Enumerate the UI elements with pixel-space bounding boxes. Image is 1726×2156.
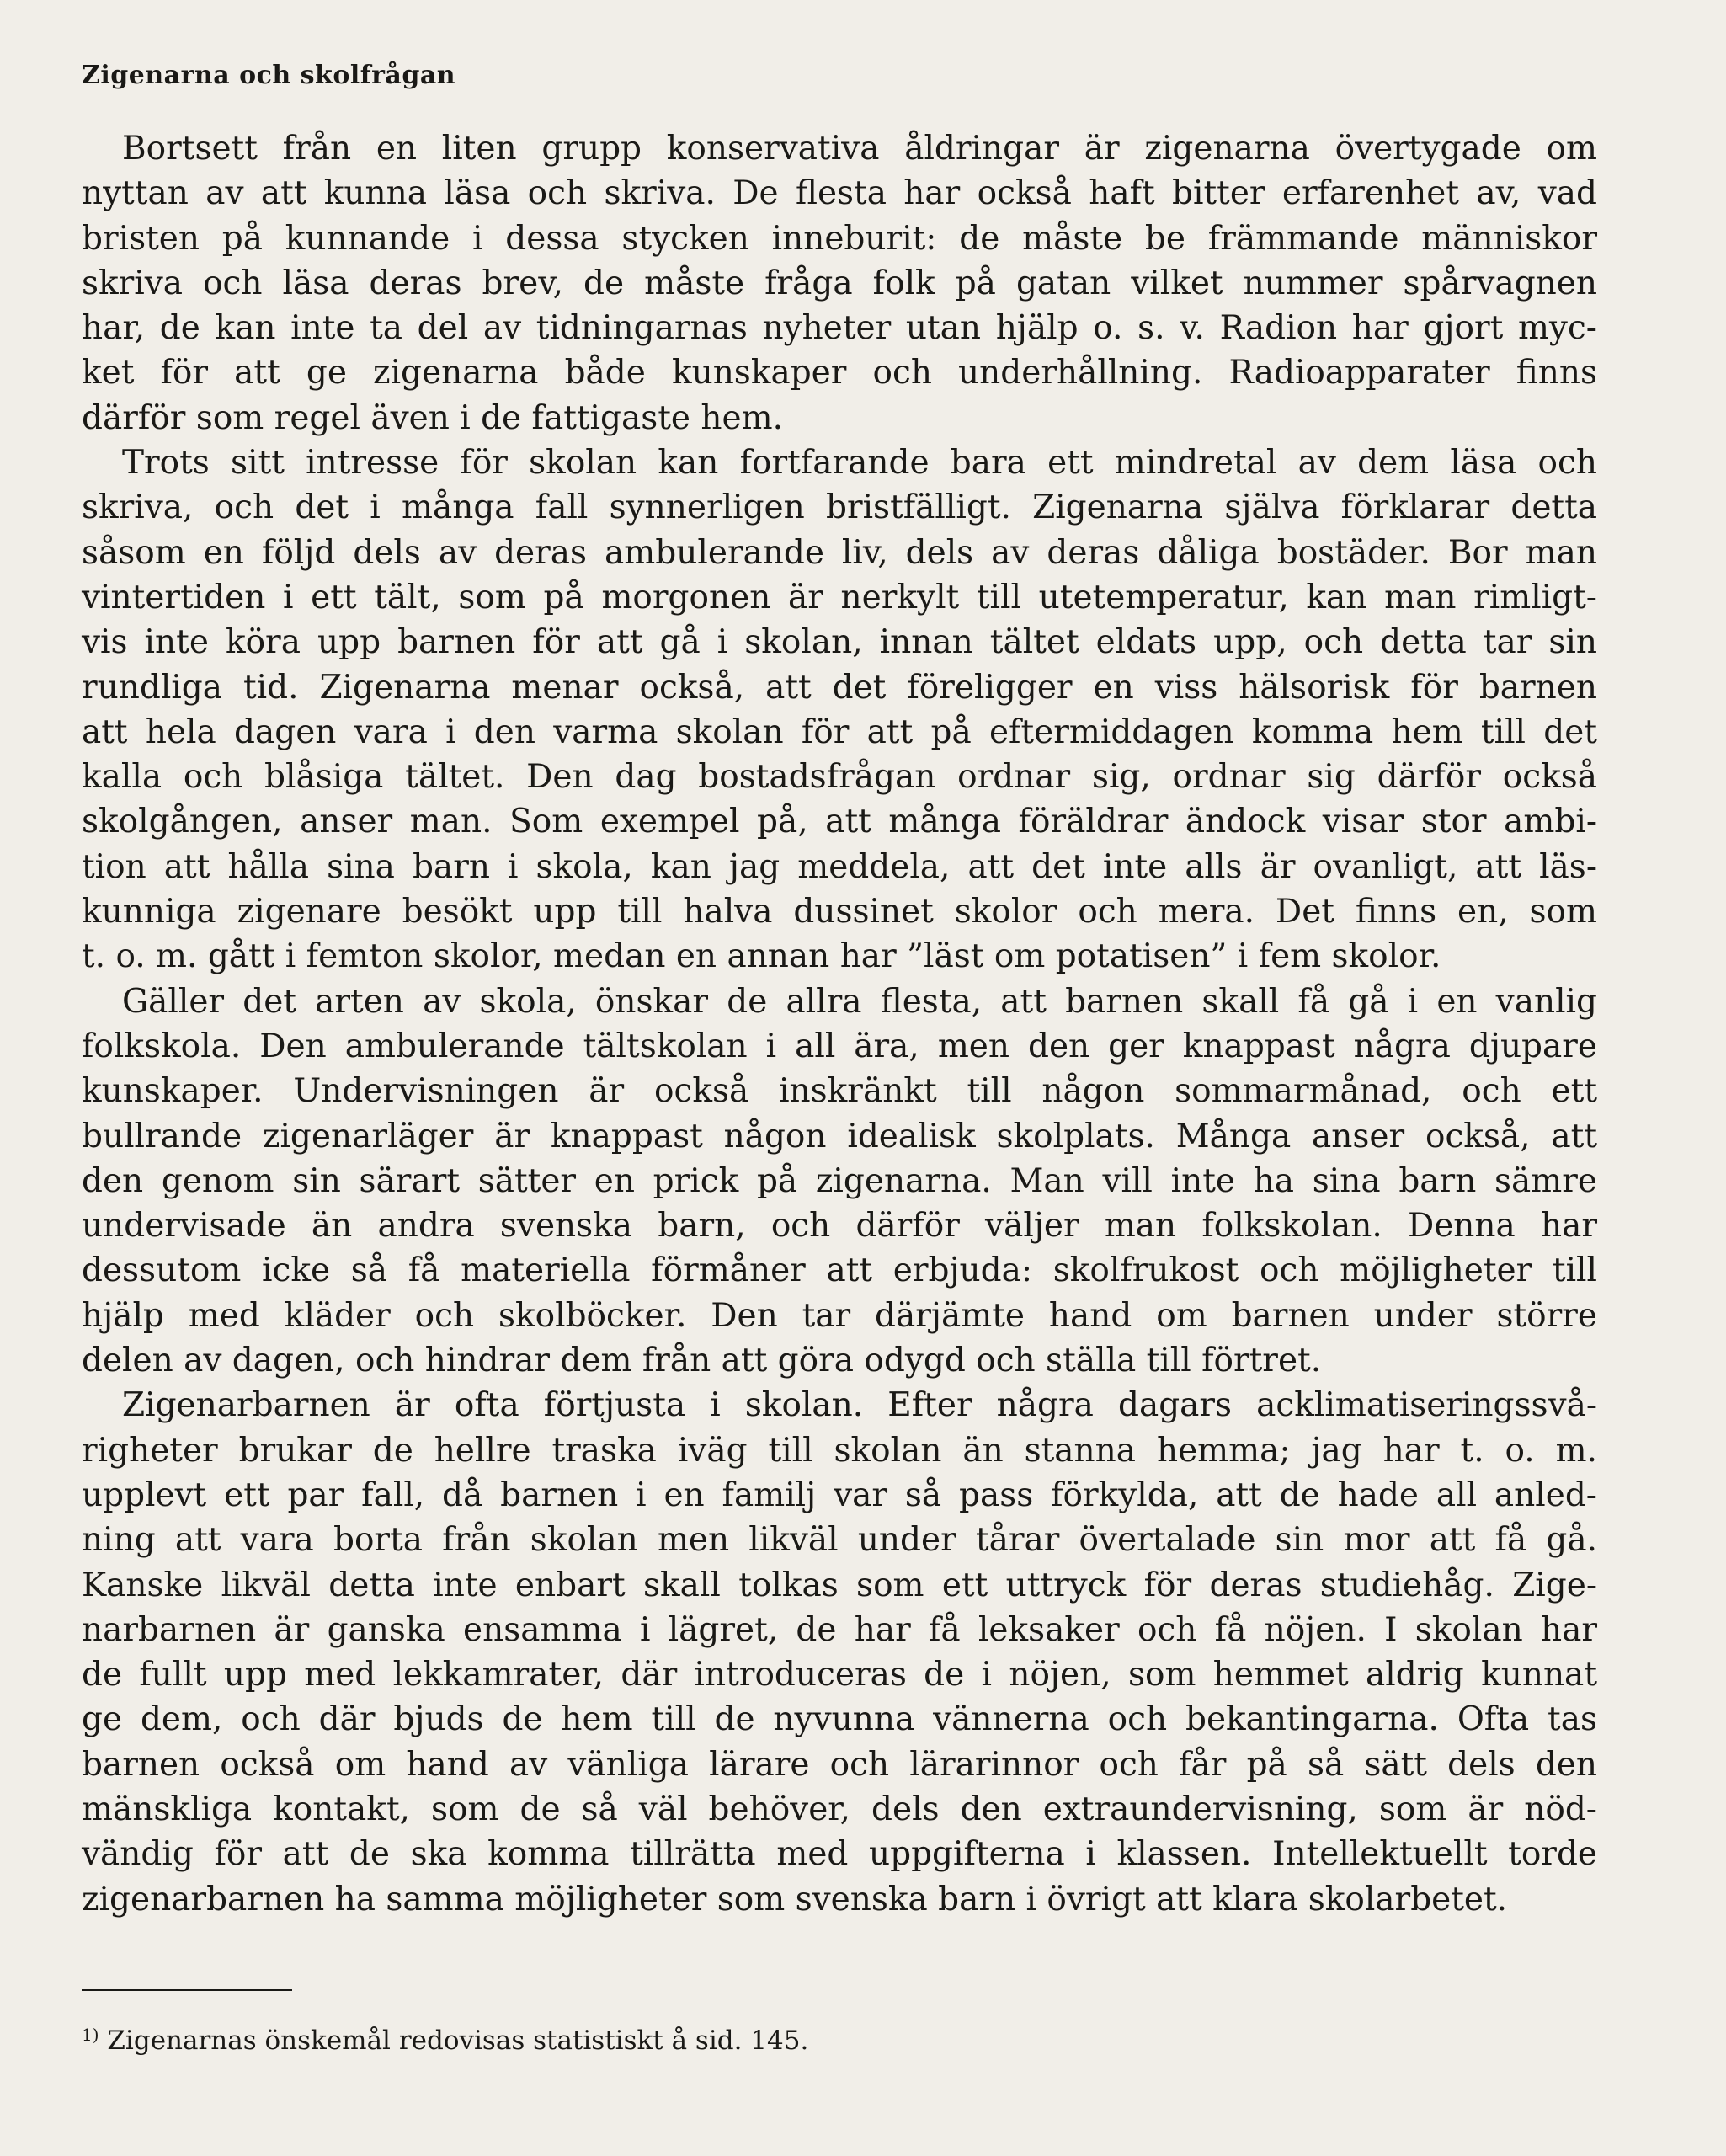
text-line: bullrande zigenarläger är knappast någon idealisk skolplats. Många anser också, att [82,1117,1597,1155]
text-line: den genom sin särart sätter en prick på zigenarna. Man vill inte ha sina barn sämre [82,1161,1597,1200]
body-text [82,126,1597,1922]
text-line: kalla och blåsiga tältet. Den dag bostadsfrågan ordnar sig, ordnar sig därför också [82,758,1597,797]
text-line: ket för att ge zigenarna både kunskaper och underhållning. Radioapparater finns [82,354,1597,392]
text-line: vändig för att de ska komma tillrätta med uppgifterna i klassen. Intellektuellt torde [82,1835,1597,1874]
text-line: narbarnen är ganska ensamma i lägret, de har få leksaker och få nöjen. I skolan har [82,1610,1597,1649]
text-line: barnen också om hand av vänliga lärare och lärarinnor och får på så sätt dels den [82,1745,1597,1784]
text-line: dessutom icke så få materiella förmåner att erbjuda: skolfrukost och möjligheter till [82,1251,1597,1290]
text-line: Kanske likväl detta inte enbart skall tolkas som ett uttryck för deras studiehåg. Zige- [82,1566,1597,1604]
text-line: hjälp med kläder och skolböcker. Den tar därjämte hand om barnen under större [82,1296,1597,1335]
text-line: Zigenarbarnen är ofta förtjusta i skolan. Efter några dagars acklimatiseringssvå- [122,1386,1597,1425]
text-line: kunskaper. Undervisningen är också inskränkt till någon sommarmånad, och ett [82,1072,1597,1111]
text-line: vintertiden i ett tält, som på morgonen är nerkylt till utetemperatur, kan man rimligt- [82,578,1597,616]
text-line: de fullt upp med lekkamrater, där introduceras de i nöjen, som hemmet aldrig kunnat [82,1656,1597,1694]
text-line: kunniga zigenare besökt upp till halva dussinet skolor och mera. Det finns en, som [82,893,1597,931]
text-line: Gäller det arten av skola, önskar de allra flesta, att barnen skall få gå i en vanlig [122,982,1597,1021]
text-line: Bortsett från en liten grupp konservativa åldringar är zigenarna övertygade om [122,130,1597,168]
text-line: skolgången, anser man. Som exempel på, att många föräldrar ändock visar stor ambi- [82,803,1597,841]
footnote-marker: 1) [82,2025,99,2045]
section-heading: Zigenarna och skolfrågan [82,61,456,90]
text-line: ning att vara borta från skolan men likväl under tårar övertalade sin mor att få gå. [82,1521,1597,1560]
text-line: delen av dagen, och hindrar dem från att göra odygd och ställa till förtret. [82,1342,1322,1380]
footnote-divider [82,1989,292,1991]
paragraph [82,1383,1597,1922]
text-line: mänskliga kontakt, som de så väl behöver, dels den extraundervisning, som är nöd- [82,1790,1597,1828]
text-line: Trots sitt intresse för skolan kan fortfarande bara ett mindretal av dem läsa och [122,444,1597,483]
text-line: tion att hålla sina barn i skola, kan jag meddela, att det inte alls är ovanligt, att läs- [82,847,1597,886]
text-line: ge dem, och där bjuds de hem till de nyvunna vännerna och bekantingarna. Ofta tas [82,1700,1597,1739]
text-line: t. o. m. gått i femton skolor, medan en annan har ”läst om potatisen” i fem skolor. [82,937,1441,976]
text-line: upplevt ett par fall, då barnen i en familj var så pass förkylda, att de hade all anled- [82,1476,1597,1514]
paragraph [82,126,1597,440]
paragraph [82,440,1597,979]
text-line: skriva, och det i många fall synnerligen bristfälligt. Zigenarna själva förklarar detta [82,488,1597,527]
text-line: folkskola. Den ambulerande tältskolan i all ära, men den ger knappast några djupare [82,1027,1597,1065]
text-line: såsom en följd dels av deras ambulerande liv, dels av deras dåliga bostäder. Bor man [82,533,1597,572]
text-line: zigenarbarnen ha samma möjligheter som svenska barn i övrigt att klara skolarbetet. [82,1880,1508,1919]
footnote [82,2018,808,2057]
text-line: att hela dagen vara i den varma skolan för att på eftermiddagen komma hem till det [82,712,1597,751]
text-line: undervisade än andra svenska barn, och därför väljer man folkskolan. Denna har [82,1207,1597,1246]
text-line: skriva och läsa deras brev, de måste fråga folk på gatan vilket nummer spårvagnen [82,264,1597,302]
text-line: därför som regel även i de fattigaste hem. [82,398,783,437]
text-line: vis inte köra upp barnen för att gå i skolan, innan tältet eldats upp, och detta tar sin [82,623,1597,662]
footnote-text: Zigenarnas önskemål redovisas statistiskt å sid. 145. [107,2025,809,2056]
text-line: rundliga tid. Zigenarna menar också, att det föreligger en viss hälsorisk för barnen [82,668,1597,707]
paragraph [82,979,1597,1384]
text-line: nyttan av att kunna läsa och skriva. De flesta har också haft bitter erfarenhet av, vad [82,174,1597,213]
text-line: righeter brukar de hellre traska iväg till skolan än stanna hemma; jag har t. o. m. [82,1431,1597,1470]
text-line: bristen på kunnande i dessa stycken inneburit: de måste be främmande människor [82,219,1597,258]
text-line: har, de kan inte ta del av tidningarnas nyheter utan hjälp o. s. v. Radion har gjort myc- [82,309,1597,348]
